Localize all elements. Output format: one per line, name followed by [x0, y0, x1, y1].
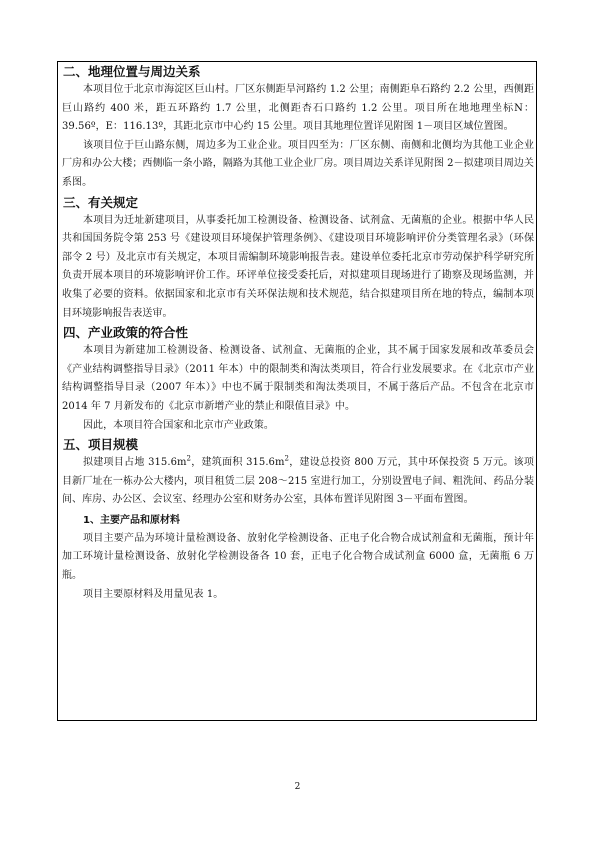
section-heading-location: 二、地理位置与周边关系 [63, 64, 201, 79]
paragraph-project-scale [62, 454, 534, 510]
section-heading-project-scale: 五、项目规模 [63, 437, 139, 453]
document-body [62, 62, 534, 604]
section-heading-regulations: 三、有关规定 [63, 194, 139, 210]
scale-text-area: 拟建项目占地 315.6m [83, 457, 187, 469]
section-heading-industrial-policy: 四、产业政策的符合性 [63, 325, 189, 341]
page-number: 2 [294, 782, 301, 792]
superscript-2b: 2 [284, 454, 290, 463]
subheading-products-materials: 1、主要产品和原材料 [83, 514, 180, 526]
paragraph-policy-conclusion: 因此，本项目符合国家和北京市产业政策。 [83, 419, 274, 431]
superscript-2: 2 [186, 454, 192, 463]
paragraph-industrial-policy: 本项目为新建加工检测设备、检测设备、试剂盒、无菌瓶的企业，其不属于国家发展和改革委员会《产业结构调整指导目录》（2011 年本）中的限制类和淘汰类项目，符合行业发展要求。在《北京市产业结构调整指导目录（2007 年本）》中也不属于限制类和淘汰类项目，不属于落后产品。不包含在北京市 2014 年 7 月新发布的《北京市新增产业的禁止和限值目录》中。 [62, 345, 534, 412]
scale-text-floor-area: ，建筑面积 315.6m [191, 457, 285, 469]
paragraph-regulations: 本项目为迁址新建项目，从事委托加工检测设备、检测设备、试剂盒、无菌瓶的企业。根据中华人民共和国国务院令第 253 号《建设项目环境保护管理条例》、《建设项目环境影响评价分类管理名录》（环保部令 2 号）及北京市有关规定，本项目需编制环境影响报告表。建设单位委托北京市劳动保护科学研究所负责开展本项目的环境影响评价工作。环评单位接受委托后，对拟建项目现场进行了勘察及现场监测，并收集了必要的资料。依据国家和北京市有关环保法规和技术规范，结合拟建项目所在地的特点，编制本项目环境影响报告表送审。 [62, 214, 534, 319]
paragraph-surroundings: 该项目位于巨山路东侧，周边多为工业企业。项目四至为：厂区东侧、南侧和北侧均为其他工业企业厂房和办公大楼；西侧临一条小路，隔路为其他工业企业厂房。项目周边关系详见附图 2－拟建项目周边关系图。 [62, 139, 534, 188]
scale-text-details: ，建设总投资 800 万元，其中环保投资 5 万元。该项目新厂址在一栋办公大楼内，项目租赁二层 208～215 室进行加工，分别设置电子间、粗洗间、药品分装间、库房、办公区、会议室、经理办公室和财务办公室，具体布置详见附图 3－平面布置图。 [62, 457, 534, 506]
paragraph-location: 本项目位于北京市海淀区巨山村。厂区东侧距旱河路约 1.2 公里；南侧距阜石路约 2.2 公里，西侧距巨山路约 400 米，距五环路约 1.7 公里，北侧距杏石口路约 1.2 公里。项目所在地地理坐标N：39.56º，E：116.13º，其距北京市中心约 15 公里。项目其地理位置详见附图 1－项目区域位置图。 [62, 84, 534, 133]
paragraph-products: 项目主要产品为环境计量检测设备、放射化学检测设备、正电子化合物合成试剂盒和无菌瓶，预计年加工环境计量检测设备、放射化学检测设备各 10 套，正电子化合物合成试剂盒 6000 盒，无菌瓶 6 万瓶。 [62, 532, 534, 582]
paragraph-materials-ref: 项目主要原材料及用量见表 1。 [83, 588, 224, 600]
